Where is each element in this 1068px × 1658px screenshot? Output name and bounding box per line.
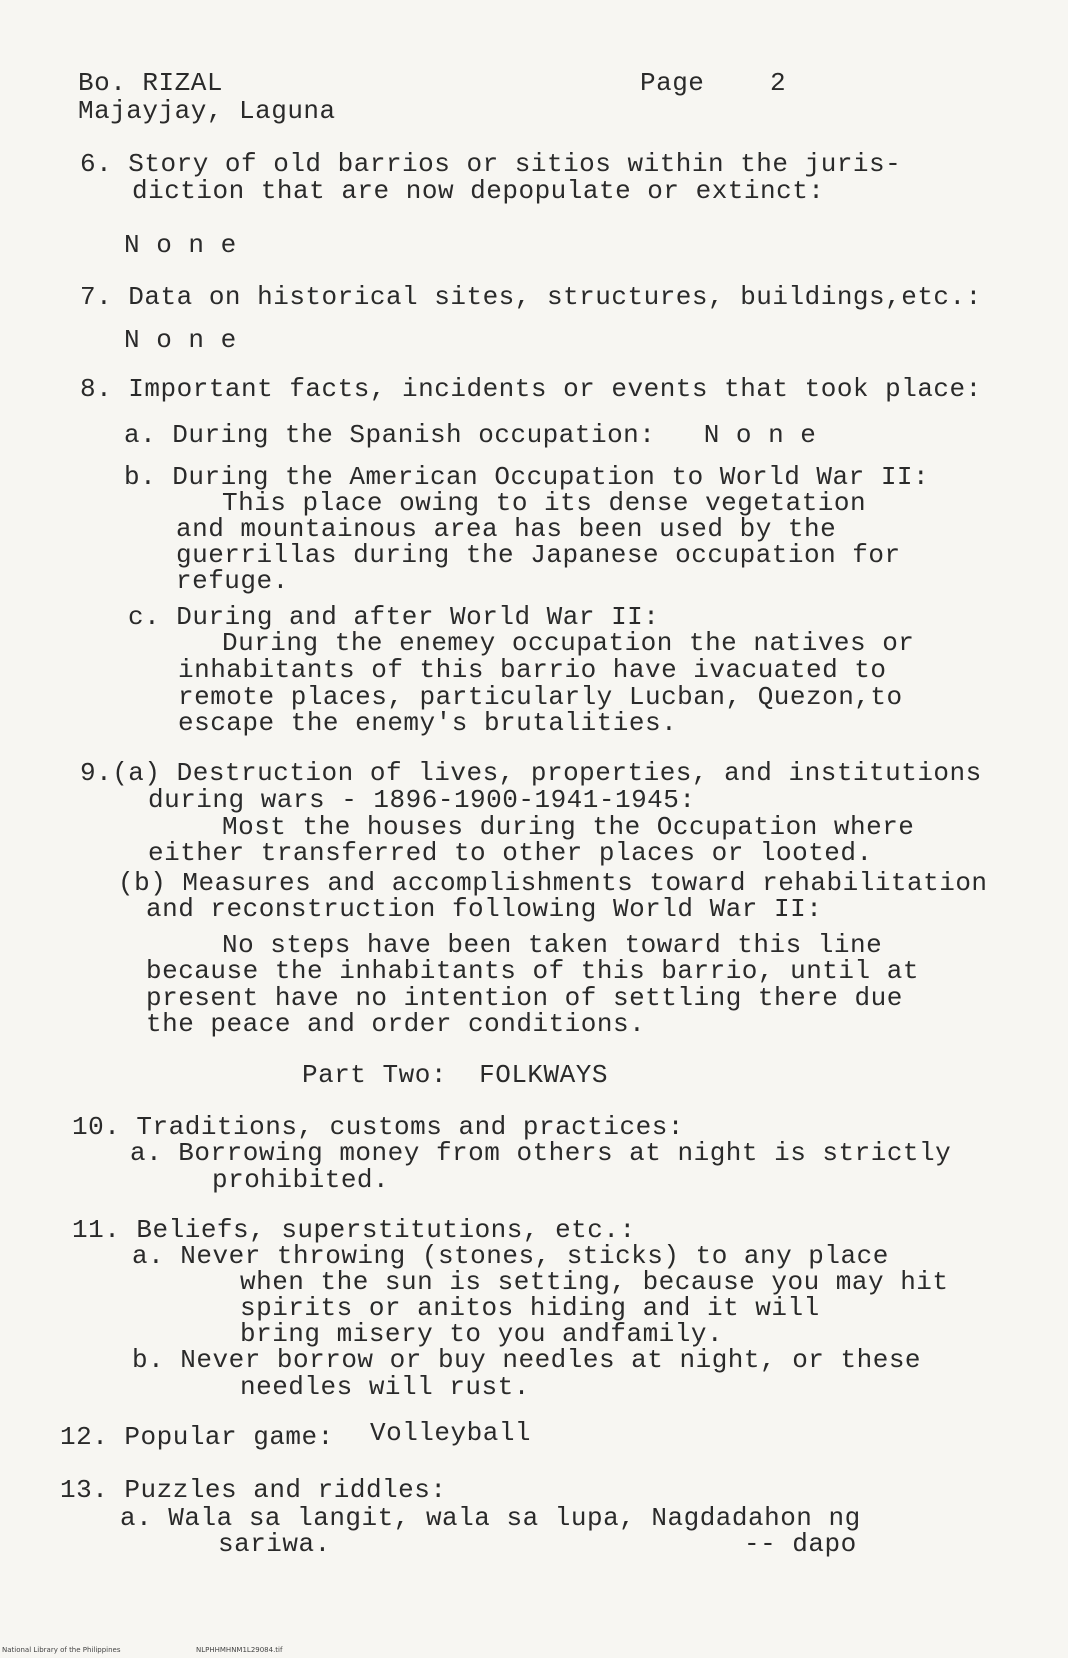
item-13a-answer: -- dapo — [744, 1529, 857, 1559]
item-7-answer: N o n e — [124, 325, 237, 355]
item-10a-line1: a. Borrowing money from others at night is strictly — [130, 1138, 952, 1168]
item-8c-line2: inhabitants of this barrio have ivacuated to — [178, 655, 887, 685]
item-9a-line3: Most the houses during the Occupation where — [222, 812, 915, 842]
item-9b-line1: (b) Measures and accomplishments toward rehabilitation — [118, 868, 988, 898]
item-11-title: 11. Beliefs, superstitutions, etc.: — [72, 1215, 636, 1245]
item-6-answer: N o n e — [124, 230, 237, 260]
item-13-title: 13. Puzzles and riddles: — [60, 1475, 447, 1505]
footer-library-label: National Library of the Philippines — [2, 1646, 121, 1654]
item-8b-line1: This place owing to its dense vegetation — [222, 488, 867, 518]
item-10-title: 10. Traditions, customs and practices: — [72, 1112, 684, 1142]
item-8b-line2: and mountainous area has been used by the — [176, 514, 837, 544]
item-8b-title: b. During the American Occupation to World War II: — [124, 462, 930, 492]
item-9b-line4: because the inhabitants of this barrio, until at — [146, 956, 919, 986]
item-7-title: 7. Data on historical sites, structures, buildings,etc.: — [80, 282, 982, 312]
page-label: Page — [640, 68, 705, 98]
item-9b-line5: present have no intention of settling there due — [146, 983, 903, 1013]
item-11a-line2: when the sun is setting, because you may hit — [240, 1267, 949, 1297]
page-number: 2 — [770, 68, 787, 98]
item-12-answer: Volleyball — [370, 1418, 532, 1448]
item-9b-line3: No steps have been taken toward this line — [222, 930, 883, 960]
item-8a: a. During the Spanish occupation: N o n e — [124, 420, 817, 450]
barrio-name: Bo. RIZAL — [78, 68, 223, 98]
item-8c-line4: escape the enemy's brutalities. — [178, 708, 678, 738]
part-two-heading: Part Two: FOLKWAYS — [302, 1060, 608, 1090]
item-6-title-line2: diction that are now depopulate or extinct: — [132, 176, 825, 206]
item-9a-line4: either transferred to other places or looted. — [148, 838, 873, 868]
item-13a-line2: sariwa. — [218, 1529, 331, 1559]
item-8b-line3: guerrillas during the Japanese occupation for — [176, 540, 901, 570]
town-name: Majayjay, Laguna — [78, 96, 336, 126]
item-13a-line1: a. Wala sa langit, wala sa lupa, Nagdadahon ng — [120, 1503, 861, 1533]
item-11b-line2: needles will rust. — [240, 1372, 530, 1402]
item-8-title: 8. Important facts, incidents or events that took place: — [80, 374, 982, 404]
item-11a-line4: bring misery to you andfamily. — [240, 1319, 724, 1349]
item-9a-line1: 9.(a) Destruction of lives, properties, and institutions — [80, 758, 982, 788]
item-9b-line6: the peace and order conditions. — [146, 1009, 646, 1039]
item-10a-line2: prohibited. — [212, 1165, 390, 1195]
item-11a-line3: spirits or anitos hiding and it will — [240, 1293, 820, 1323]
item-11b-line1: b. Never borrow or buy needles at night, or these — [132, 1345, 922, 1375]
item-12-title: 12. Popular game: — [60, 1422, 334, 1452]
item-9a-line2: during wars - 1896-1900-1941-1945: — [148, 785, 696, 815]
item-9b-line2: and reconstruction following World War II: — [146, 894, 823, 924]
item-8c-line3: remote places, particularly Lucban, Quezon,to — [178, 682, 903, 712]
item-6-title-line1: 6. Story of old barrios or sitios within the juris- — [80, 149, 902, 179]
item-11a-line1: a. Never throwing (stones, sticks) to any place — [132, 1241, 889, 1271]
item-8b-line4: refuge. — [176, 566, 289, 596]
item-8c-title: c. During and after World War II: — [128, 602, 660, 632]
footer-file-code: NLPHHMHNM1L29084.tif — [196, 1646, 283, 1654]
item-8c-line1: During the enemey occupation the natives or — [222, 628, 915, 658]
